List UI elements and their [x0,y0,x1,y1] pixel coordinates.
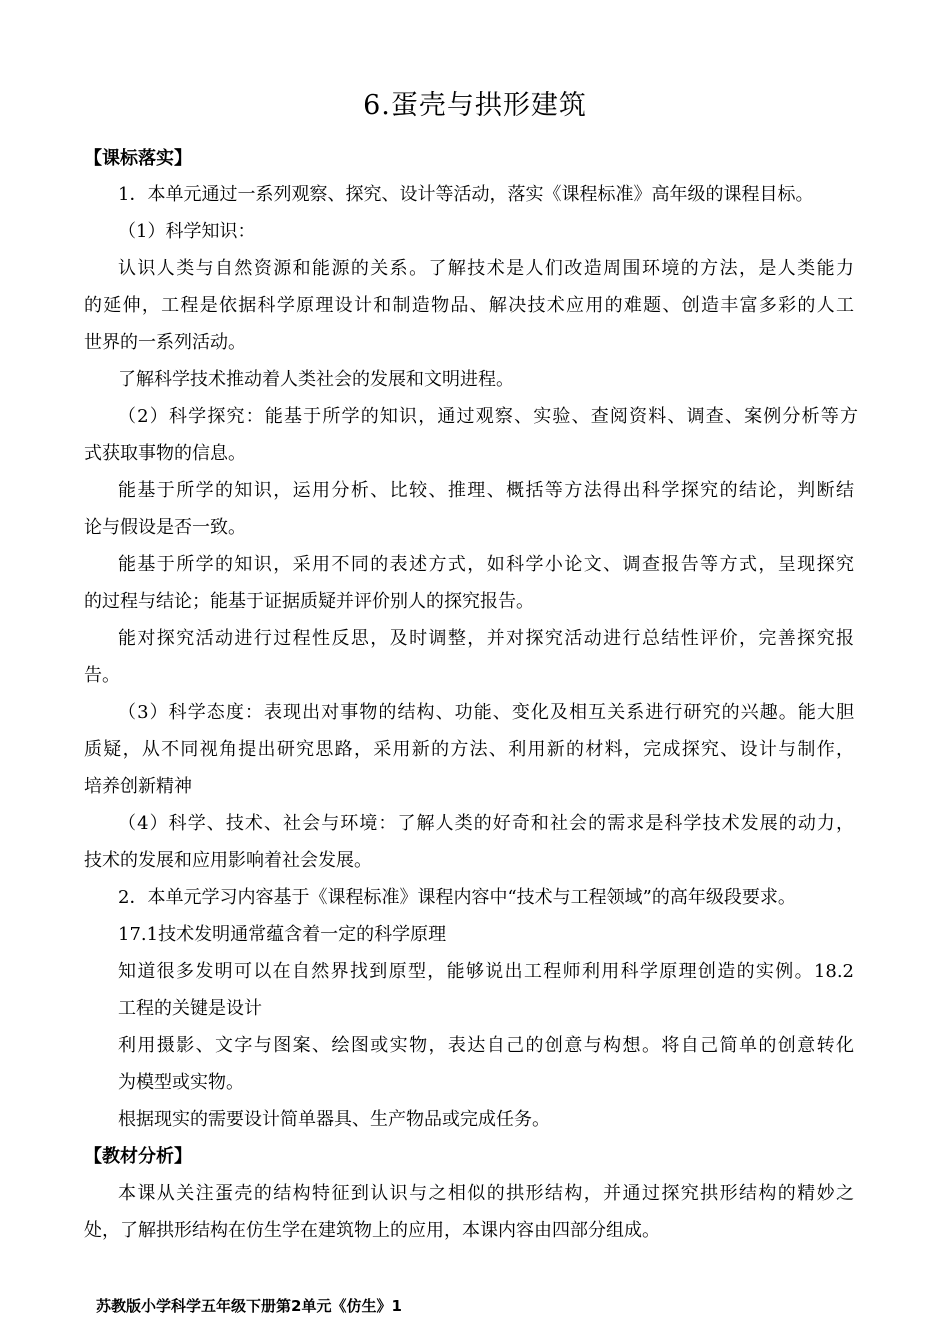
paragraph-line: 利用摄影、文字与图案、绘图或实物，表达自己的创意与构想。将自己简单的创意转化 [118,1035,854,1056]
paragraph-line: （3）科学态度：表现出对事物的结构、功能、变化及相互关系进行研究的兴趣。能大胆 [118,702,854,723]
paragraph-line: （4）科学、技术、社会与环境：了解人类的好奇和社会的需求是科学技术发展的动力， [118,813,854,834]
paragraph-line: 了解科学技术推动着人类社会的发展和文明进程。 [118,369,514,390]
paragraph-line: 能基于所学的知识，采用不同的表述方式，如科学小论文、调查报告等方式，呈现探究 [118,554,854,575]
paragraph-line: 的延伸，工程是依据科学原理设计和制造物品、解决技术应用的难题、创造丰富多彩的人工 [84,295,854,316]
paragraph-line: 技术的发展和应用影响着社会发展。 [84,850,372,871]
paragraph-line: 质疑，从不同视角提出研究思路，采用新的方法、利用新的材料，完成探究、设计与制作， [84,739,854,760]
paragraph-line: 知道很多发明可以在自然界找到原型，能够说出工程师利用科学原理创造的实例。18.2 [118,961,854,982]
paragraph-line: （1）科学知识： [118,221,256,242]
paragraph-line: 培养创新精神 [84,776,192,797]
section-heading-textbook-analysis: 【教材分析】 [84,1146,192,1167]
paragraph-line: 本课从关注蛋壳的结构特征到认识与之相似的拱形结构，并通过探究拱形结构的精妙之 [118,1183,854,1204]
page-footer: 苏教版小学科学五年级下册第2单元《仿生》1 [96,1297,402,1315]
document-title: 6.蛋壳与拱形建筑 [363,90,587,121]
paragraph-line: 2．本单元学习内容基于《课程标准》课程内容中“技术与工程领域”的高年级段要求。 [118,887,796,908]
paragraph-line: 论与假设是否一致。 [84,517,246,538]
paragraph-line: 能对探究活动进行过程性反思，及时调整，并对探究活动进行总结性评价，完善探究报 [118,628,854,649]
paragraph-line: 认识人类与自然资源和能源的关系。了解技术是人们改造周围环境的方法，是人类能力 [118,258,854,279]
paragraph-line: 世界的一系列活动。 [84,332,246,353]
paragraph-line: 能基于所学的知识，运用分析、比较、推理、概括等方法得出科学探究的结论，判断结 [118,480,854,501]
paragraph-line: （2）科学探究：能基于所学的知识，通过观察、实验、查阅资料、调查、案例分析等方 [118,406,858,427]
paragraph-line: 工程的关键是设计 [118,998,262,1019]
section-heading-curriculum: 【课标落实】 [84,148,192,169]
paragraph-line: 处，了解拱形结构在仿生学在建筑物上的应用，本课内容由四部分组成。 [84,1220,660,1241]
paragraph-line: 1．本单元通过一系列观察、探究、设计等活动，落实《课程标准》高年级的课程目标。 [118,184,814,205]
paragraph-line: 17.1技术发明通常蕴含着一定的科学原理 [118,924,447,945]
paragraph-line: 式获取事物的信息。 [84,443,246,464]
paragraph-line: 告。 [84,665,120,686]
paragraph-line: 的过程与结论；能基于证据质疑并评价别人的探究报告。 [84,591,534,612]
paragraph-line: 根据现实的需要设计简单器具、生产物品或完成任务。 [118,1109,550,1130]
paragraph-line: 为模型或实物。 [118,1072,244,1093]
